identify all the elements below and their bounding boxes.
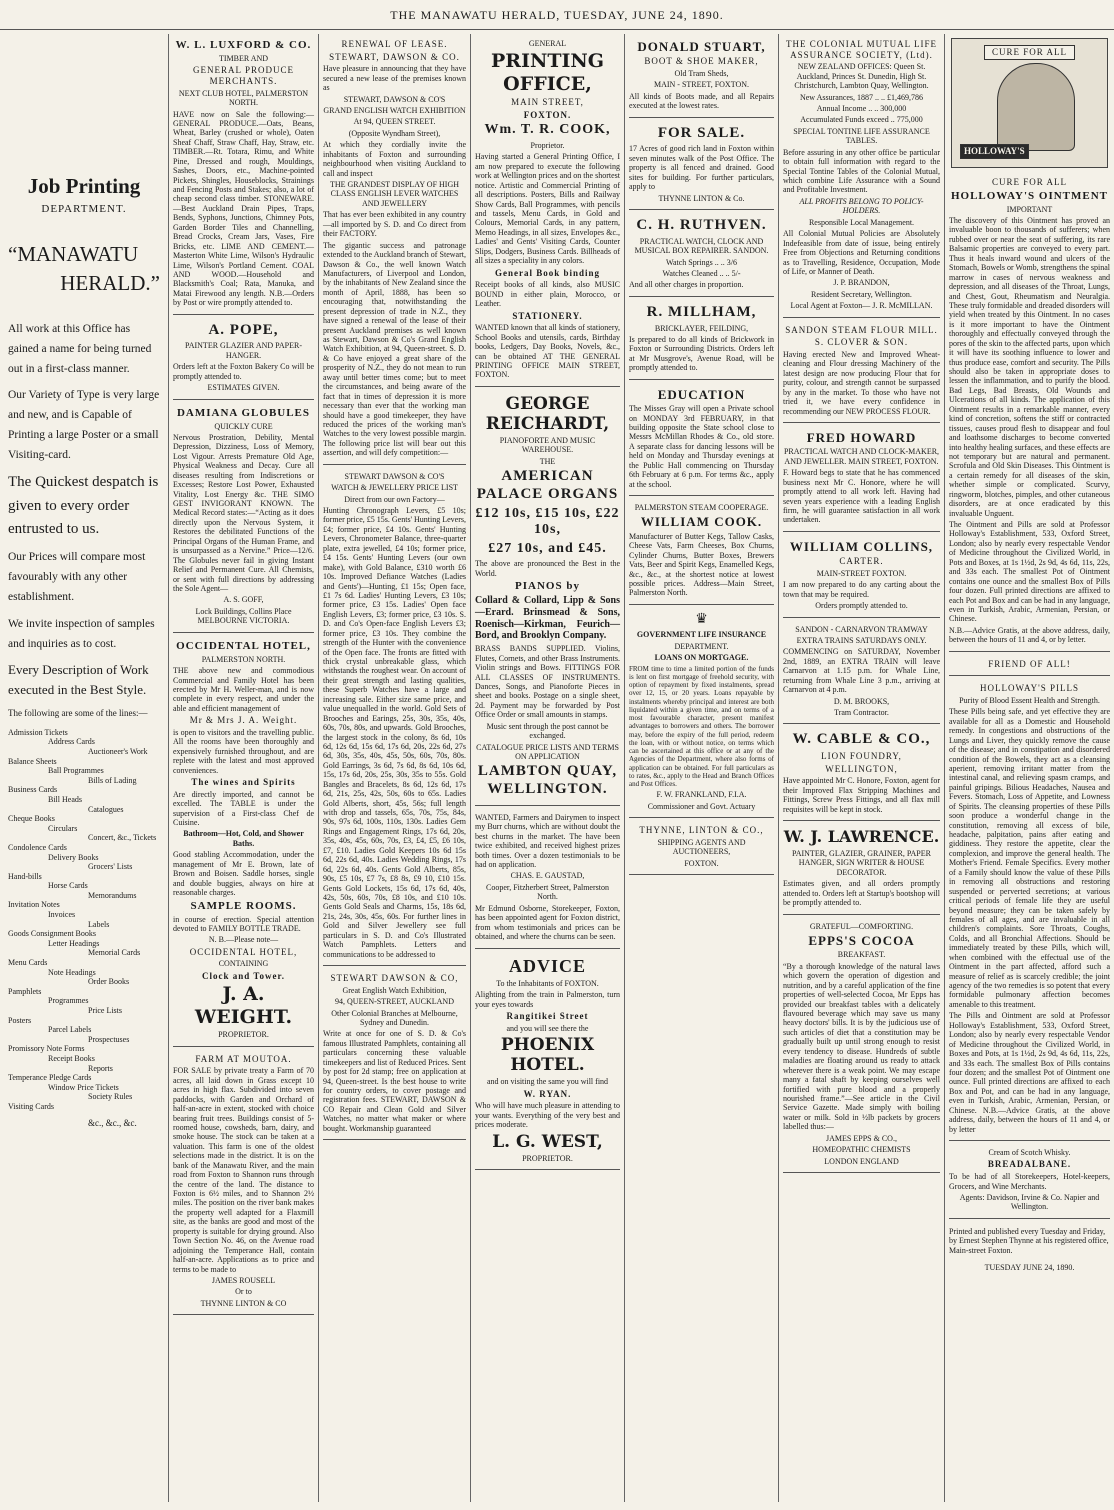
holloway-engraving-image: CURE FOR ALL HOLLOWAY'S xyxy=(951,38,1108,168)
lines-list-item: Cheque Books xyxy=(8,814,55,824)
lines-list-item: Order Books xyxy=(88,977,130,987)
lines-list-item: Bill Heads xyxy=(48,794,82,804)
lines-list-item: Window Price Tickets xyxy=(48,1082,119,1092)
lines-list-item: Invoices xyxy=(48,910,76,920)
lines-list xyxy=(8,728,160,1112)
lines-list-item: Memorial Cards xyxy=(88,948,141,958)
lines-list-item: Price Lists xyxy=(88,1006,122,1016)
ad-holloways-ointment: CURE FOR ALL HOLLOWAY'S OINTMENT IMPORTANT The discovery of this Ointment has proved an invaluable boon to thousands of sufferers; when rubbed over or near the seat of suffering, its rare Balsamic properties are conveyed to every part. Thus it heals inward wound and ulcers of the Stomach, Bowels or Womb, strengthens the spinal marrow in cases of nervous weakness and depression, and all diseases of the Throat, Lungs, and Chest, Gout, Rheumatism and Neuralgia. These truly formidable and dreaded disorders will yield when treated by this Ointment. In no cases is it more important to have the Ointment thoroughly and effectually conveyed through the pores of the skin to the affected parts, upon which it will have its soothing influence to lower and thus produce ease, comfort and security. The Pills should also be taken in appropriate doses to lessen the inflammation, and to purify the blood. Bad Legs, Bad Breasts, Old Wounds and Ulcerations of all kinds. The application of this Ointment results in a remarkable manner, every kind of concretion, softens the stiff or contracted tissues, causes proud flesh to disappear and foul and loathsome discharges to become converted into healthy healing surfaces, and these effects are not temporary but are natural and permanent. Scrofula and Old Skin Diseases. This Ointment is a certain remedy for all diseases of the skin, whether simple or complicated. Scurvy, ringworm, blotches, pimples, and other cutaneous disorders, are at once eradicated by this invaluable Unguent. The Ointment and Pills are sold at Professor Holloway's Establishment, 533, Oxford Street, London; also by nearly every respectable Vendor of Medicine throughout the Civilized World, in Pots and Boxes, at 1s 1½d, 2s 9d, 4s 6d, 11s, 22s, and 33s each. The smallest Pot of Ointment contains one ounce and the smallest Box of Pills four dozen. Full printed directions are affixed to each Pot and Box and can be had in any language, even in Turkish, Arabic, Armenian, Persian, or Chinese. N.B.—Advice Gratis, at the above address, daily, between the hours of 11 and 4, or by letter. xyxy=(949,172,1110,652)
ad-for-sale: FOR SALE. 17 Acres of good rich land in Foxton within seven minutes walk of the Post Office. The property is all fenced and drained. Good sites for building. For further particulars, apply to THYNNE LINTON & Co. xyxy=(629,120,774,210)
paragraph-inspection: We invite inspection of samples and inquiries as to cost. xyxy=(8,617,155,650)
ad-farm-moutoa: FARM AT MOUTOA. FOR SALE by private treaty a Farm of 70 acres, all laid down in Grass except 10 acres in high flax. Subdivided into seven paddocks, with Garden and Orchard of half-an-acre in extent, stocked with choice bearing fruit trees. Buildings consist of 5-roomed house, cowsheds, barn, dairy, and smoke house. The stock can be taken at a valuation. This farm is one of the oldest selections made in the district. It is on the bank of the Manawatu River, and the main road from Foxton to Shannon runs through the centre of the land. The distance to Foxton is 6½ miles, and to Shannon 2½ miles. The position on the river bank makes the property well adapted for a Flaxmill site, as the banks are good and most of the property is suitable for drying ground. Also Town Section No. 46, on the Avenue road adjoining the Temperance Hall, contain half-an-acre. Applications as to price and terms to be made to JAMES ROUSELL Or to THYNNE LINTON & CO xyxy=(173,1049,314,1316)
paragraph-prices: Our Prices will compare most favourably with any other establishment. xyxy=(8,551,146,604)
column-2 xyxy=(168,34,318,1502)
lines-list-item: Admission Tickets xyxy=(8,727,68,737)
ad-luxford: W. L. LUXFORD & CO. TIMBER AND GENERAL PRODUCE MERCHANTS. NEXT CLUB HOTEL, PALMERSTON NORTH. HAVE now on Sale the following:— GENERAL PRODUCE.—Oats, Beans, Wheat, Barley (crushed or whole), Oaten Sheaf Chaff, Straw Chaff, Hay, Straw, etc. TIMBER.—Rt. Totara, Rimu, and White Pine, Dressed and rough, Mouldings, Sashes, Doors, etc., Machine-pointed Pickets, Shingles, Houseblocks, Strainings and Fencing Posts and Stakes; also, a lot of cheap second class timber. STONEWARE.—Best Auckland Drain Pipes, Traps, Bends, Syphons, Junctions, Chimney Pots, Garden Border Tiles and Channelling, Bread Crocks, Cream Jars, Vases, Fire Bricks, etc. LIME AND CEMENT.—Masterton White Lime, Wilson's Hydraulic Lime, Wilson's Portland Cement. COAL AND WOOD.—Household and Blacksmith's Coal; Rata, Manuka, and Matai Firewood any length. N.B.—Orders by Post or wire promptly attended to. xyxy=(173,34,314,315)
lines-list-item: Condolence Cards xyxy=(8,842,67,852)
lines-list-item: Receipt Books xyxy=(48,1053,95,1063)
lines-list-item: Letter Headings xyxy=(48,938,100,948)
lines-list-item: Promissory Note Forms xyxy=(8,1044,85,1054)
lines-list-item: Parcel Labels xyxy=(48,1025,92,1035)
ad-occidental-hotel: OCCIDENTAL HOTEL, PALMERSTON NORTH. THE above new and commodious Commercial and Family Hotel has been erected by Mr H. Weller-man, and is now complete in every respect, and under the able and efficient management of Mr & Mrs J. A. Weight. is open to visitors and the travelling public. All the rooms have been thoroughly and expensively furnished throughout, and are replete with the latest and most approved conveniences. The wines and Spirits Are directly imported, and cannot be excelled. The TABLE is under the supervision of a First-class Chef de Cuisine. Bathroom—Hot, Cold, and Shower Baths. Good stabling Accommodation, under the management of Mr E. Brown, late of Brown and Boisen. Saddle horses, single and double buggies, always on hire at reasonable charges. SAMPLE ROOMS. in course of erection. Special attention devoted to FAMILY BOTTLE TRADE. N. B.—Please note— OCCIDENTAL HOTEL, CONTAINING Clock and Tower. J. A. WEIGHT. PROPRIETOR. xyxy=(173,635,314,1047)
ad-thynne-linton: THYNNE, LINTON & CO., SHIPPING AGENTS AND AUCTIONEERS, FOXTON. xyxy=(629,820,774,875)
ad-damiana: DAMIANA GLOBULES QUICKLY CURE Nervous Prostration, Debility, Mental Depression, Dizziness, Loss of Memory, Lost Vigour. Arrests Premature Old Age, Physical Weakness and Decay. Cure all diseases resulting from Indiscretions or Excesses; Restore Lost Power, Exhausted Vitality, Lost Energy &c. THE SIMO GEST INVIGORANT KNOWN. The Medical Record states:—“Acting as it does directly upon the Nervous System, it Restores the debilitated Functions of the Principal Organs of the Human Frame, and is unsurpassed as a Nervine.” Price—12/6. The Globules never fail in giving Instant Relief and Permanent Cure. All Chemists, or sent with full directions by addressing the Sole Agent— A. S. GOFF, Lock Buildings, Collins Place MELBOURNE VICTORIA. xyxy=(173,402,314,633)
lines-list-item: Prospectuses xyxy=(88,1034,130,1044)
lines-list-item: Circulars xyxy=(48,823,78,833)
lines-list-item: Posters xyxy=(8,1015,32,1025)
lines-list-item: Note Headings xyxy=(48,967,96,977)
ad-holloways-pills: HOLLOWAY'S PILLS Purity of Blood Essent Health and Strength. These Pills being safe, and yet effective they are available for all as a Domestic and Household remedy. In congestions and obstructions of the Lungs and Liver, they quickly remove the cause of the disease; and in constipation and disordered condition of the Bowels, they act as a cleansing aperient, removing irritant matter from the intestinal canal, and relieving spasm cramps, and painful gripings. Bilious Headaches, Nausea and Fevers. Stomach, Loss of Appetite, and Lowness of Spirits. The cleansing properties of these Pills soon produce a wonderful change in the constitution, removing all excess of bile, headache, palpitation, pains after eating and giddiness. They restore the appetite, clear the complexion, and improve the general health. The Mother's Friend. Female Specifics. Every mother of a Family should know the value of these Pills in removing all obstructions and restoring suspended or perverted secretions; at various critical periods of female life they are useful beyond measure; they can be taken safely by females of all ages, and are invaluable in all children's complaints. Sore Throats, Coughs, Colds, and all Bronchial Affections. Should be immediately treated by these Pills, which will, when combined with the effectual use of the Ointment in the part affected, afford such a measure of relief as is scarcely credible; the joint agency of the two remedies is so potent that every formidable pulmonary affection becomes amenable to this treatment. The Pills and Ointment are sold at Professor Holloway's Establishment, 533, Oxford Street, London; also by nearly every respectable Vendor of Medicine throughout the Civilized World, in Boxes and Pots, at 1s 1½d, 2s 9d, 4s 6d, 11s, 22s, and 33s each. The smallest Box of Pills contains four dozen; and the smallest Pot of Ointment one ounce. Full printed directions are affixed to each Box and Pot, and can be had in any language, even in Turkish, Arabic, Armenian, Persian, or Chinese. N.B.—Advice Gratis, at the above address, daily, between the hours of 11 and 4, or by letter xyxy=(949,678,1110,1141)
ad-tramway: SANDON - CARNARVON TRAMWAY EXTRA TRAINS SATURDAYS ONLY. COMMENCING on SATURDAY, November 2nd, 1889, an EXTRA TRAIN will leave Carnarvon at 1.15 p.m. for Whale Line, returning from Whale Line 3 p.m., arriving at Carnarvon at 4 p.m. D. M. BROOKS, Tram Contractor. xyxy=(783,620,940,725)
lines-list-item: Programmes xyxy=(48,996,89,1006)
ad-friend-of-all: FRIEND OF ALL! xyxy=(949,654,1110,677)
lines-list-item: Pamphlets xyxy=(8,986,42,996)
lines-list-item: Address Cards xyxy=(48,737,95,747)
lines-list-item: Reports xyxy=(88,1063,113,1073)
seated-figure-icon xyxy=(997,63,1075,151)
paragraph-description: Every Description of Work executed in the Best Style. xyxy=(8,661,149,697)
column-6 xyxy=(778,34,944,1502)
ad-donald-stuart: DONALD STUART, BOOT & SHOE MAKER, Old Tram Sheds, MAIN - STREET, FOXTON. All kinds of Boots made, and all Repairs executed at the lowest rates. xyxy=(629,34,774,118)
ad-renewal-of-lease: RENEWAL OF LEASE. STEWART, DAWSON & CO. Have pleasure in announcing that they have secured a new lease of the premises known as STEWART, DAWSON & CO'S GRAND ENGLISH WATCH EXHIBITION At 94, QUEEN STREET. (Opposite Wyndham Street), At which they cordially invite the inhabitants of Foxton and surrounding neighbourhood when visiting Auckland to call and inspect THE GRANDEST DISPLAY OF HIGH CLASS ENGLISH LEVER WATCHES AND JEWELLERY That has ever been exhibited in any country—all imported by S. D. and Co direct from their FACTORY. The gigantic success and patronage extended to the Auckland branch of Stewart, Dawson & Co., the well known Watch Manufacturers, of Liverpool and London, by the inhabitants of New Zealand since the month of April, 1888, has been so encouraging that, notwithstanding the present depression of trade in N.Z., they have signed a renewal of the lease of their present Auckland premises as well known as Stewart, Dawson & Co's Grand English Watch Exhibition, at 94, Queen-street. S. D. & Co have enjoyed a great share of the prosperity of N.Z., they do not mean to run away until better times come; but to meet the circumstances, and being aware of the fact that in times of depression it is more necessary than ever that the working man should have a good timekeeper, they have reduced the prices of the working man's Watches to the very lowest possible margin. The following price list will bear out this assertion, and will defy competition:— xyxy=(323,34,466,465)
ad-pope: A. POPE, PAINTER GLAZIER AND PAPER-HANGER. Orders left at the Foxton Bakery Co will be promptly attended to. ESTIMATES GIVEN. xyxy=(173,317,314,400)
lines-list-item: Memorandums xyxy=(88,890,137,900)
lines-list-item: Delivery Books xyxy=(48,852,99,862)
column-5 xyxy=(624,34,778,1502)
ad-william-collins: WILLIAM COLLINS, CARTER. MAIN-STREET FOXTON. I am now prepared to do any carting about the town that may be required. Orders promptly attended to. xyxy=(783,534,940,618)
job-printing-title: Job Printing xyxy=(27,174,141,198)
ad-cable-foundry: W. CABLE & CO., LION FOUNDRY, WELLINGTON, Have appointed Mr C. Honore, Foxton, agent for their Improved Flax Stripping Machines and Fittings, Screw Press Fittings, and all flax mill requisites will be kept in stock. xyxy=(783,726,940,821)
ad-price-list: STEWART DAWSON & CO'S WATCH & JEWELLERY PRICE LIST Direct from our own Factory— Hunting Chronograph Levers, £5 10s; former price, £5 15s. Gents' Hunting Levers, £4; former price, £4 10s. Gents' Hunting Levers, Chronometer Balance, three-quarter plate, extra jewelled, £4 10s; former price, £4 15s. Gents' Hunting Levers (our own make), with Gold Balance, £310 worth £6 10s. Improved Defiance Watches (Ladies and Gents')—Hunting, £1 15s; Open face, £1 7s 6d. Ladies' Hunting Levers, £3 10s; former price, £3 15s. Ladies' Open face English Levers, £3; former price, £3 10s. S. D. and Co's Open-face English Levers £3; former price, £3 10s. They combine the strength of the Hunter with the convenience of the Open face. The fronts are fitted with thick crystal unbreakable glass, which withstands the roughest wear. On account of their great strength and lasting qualities, these Superb Watches have a large and increasing sale. Either size same price, and value unequalled in the world. Gold Sets of Brooches and Earings, 25s, 30s, 35s, 40s, 60s, 70s, 80s, and upwards. Gold Brooches, the largest stock in the colony, 8s 6d, 10s 6d, 12s 6d, 15s 6d, 17s 6d, 20s, 22s 6d, 27s 6d, 30s, 35s, 40s, 45s, 50s, 60s, 70s, 80s. Gold Earrings, 3s 6d, 7s 6d, 8s 6d, 10s 6d, 15s, 17s 6d, 20s, 25s, 30s, 35s to 55s. Gold Bangles and Bracelets, 8s 6d, 12s 6d, 17s 6d, 21s, 25s, 42s, 50s, 60s to 65s. Ladies Gold Alberts, short, 45s, 56s; full length with drop and tassels, 65s, 70s, 75s, 84s, 90s, 97s 6d, 100s, 110s, 130s. Ladies Gem Rings and Engagement Rings, 17s 6d, 20s, 35s, 40s, 45s, 60s, 70s, £3, £4, £5, £6 10s, £7, £10. Ladies Gold Keepers 10s 6d 15s 6d, 22s 6d, 40s. Ladies Wedding Rings, 17s 6d, 22s 6d, 40s. Gents Gold Alberts, 85s, 90s, £5 10s, £7 7s, £8 8s, £9 10, £10 15s. Gents Gold Lockets, 15s 6d, 17s 6d, 40s, 42s, 50s, 60s, 70s, £8 10s, and £10 10s. Gents Gold Seals and Charms, 15s, 18s 6d, 21s, 24s, 30s, 45s, 60s. For further lines in Gold and Silver Jewellery see full particulars in S. D. and Co's Illustrated Watch Pamphlets. Letters and communications to be addressed to xyxy=(323,467,466,966)
ad-lawrence: W. J. LAWRENCE. PAINTER, GLAZIER, GRAINER, PAPER HANGER, SIGN WRITER & HOUSE DECORATOR. Estimates given, and all orders promptly attended to. Orders left at Startup's bootshop will be promptly attended to. xyxy=(783,823,940,915)
ad-colonial-mutual: THE COLONIAL MUTUAL LIFE ASSURANCE SOCIETY, (Ltd). NEW ZEALAND OFFICES: Queen St. Auckland, Princes St. Dunedin, High St. Christchurch, Lambton Quay, Wellington. New Assurances, 1887 .. .. £1,469,786 Annual Income .. .. 300,000 Accumulated Funds exceed .. 775,000 SPECIAL TONTINE LIFE ASSURANCE TABLES. Before assuring in any other office be particular to obtain full information with regard to the Special Tontine Tables of the Colonial Mutual, which combine Life Assurance with a Sound and Profitable Investment. ALL PROFITS BELONG TO POLICY-HOLDERS. Responsible Local Management. All Colonial Mutual Policies are Absolutely Indefeasible from date of issue, being entirely Free from Objections and Returning conditions as to Travelling, Residence, Occupation, Mode of Life, or Manner of Death. J. P. BRANDON, Resident Secretary, Wellington. Local Agent at Foxton— J. R. McMILLAN. xyxy=(783,34,940,318)
lines-list-item: Catalogues xyxy=(88,804,124,814)
lines-list-item: Temperance Pledge Cards xyxy=(8,1073,92,1083)
department-subtitle: DEPARTMENT. xyxy=(41,202,127,215)
column-4 xyxy=(470,34,624,1502)
lines-list-item: Grocers' Lists xyxy=(88,862,133,872)
ad-millham: R. MILLHAM, BRICKLAYER, FEILDING, Is prepared to do all kinds of Brickwork in Foxton or Surrounding Districts. Orders left at Mr Musgrove's, Avenue Road, will be promptly attended to. xyxy=(629,299,774,380)
lines-list-item: Concert, &c., Tickets xyxy=(88,833,157,843)
ad-fred-howard: FRED HOWARD PRACTICAL WATCH AND CLOCK-MAKER, AND JEWELLER. MAIN STREET, FOXTON. F. Howard begs to state that he has commenced business next Mr C. Honore, where he will promptly attend to all work left. Having had seven years experience with a leading English firm, he will guarantee satisfaction in all work undertaken. xyxy=(783,425,940,532)
lines-list-item: Labels xyxy=(88,919,110,929)
ad-advice-phoenix-hotel: ADVICE To the Inhabitants of FOXTON. Alighting from the train in Palmerston, turn your eyes towards Rangitikei Street and you will see there the PHOENIX HOTEL. and on visiting the same you will find W. RYAN. Who will have much pleasure in attending to your wants. Everything of the very best and prices moderate. L. G. WEST, PROPRIETOR. xyxy=(475,951,620,1171)
column-3 xyxy=(318,34,470,1502)
lines-list-item: Society Rules xyxy=(88,1092,133,1102)
crest-icon: ♛ xyxy=(695,611,708,627)
lines-list-item: Business Cards xyxy=(8,785,58,795)
ad-sandon-flour-mill: SANDON STEAM FLOUR MILL. S. CLOVER & SON. Having erected New and Improved Wheat-cleaning and Flour dressing Machinery of the latest design are now producing Flour that for purity, colour, and strength cannot be surpassed by any in the market. To those who have not tried it, we have every confidence in recommending our NEW PROCESS FLOUR. xyxy=(783,320,940,423)
ad-stewart-dawson: STEWART DAWSON & CO, Great English Watch Exhibition, 94, QUEEN-STREET, AUCKLAND Other Colonial Branches at Melbourne, Sydney and Dunedin. Write at once for one of S. D. & Co's famous Illustrated Pamphlets, containing all particulars concerning these valuable timekeepers and list of Reduced Prices. Sent by post for 2d stamp; free on application at 94, Queen-street. Is the best house to write for country orders, to cover postage and registration fees. STEWART, DAWSON & CO Repair and Clean Gold and Silver Watches, no matter what maker or where bought. Workmanship guaranteed xyxy=(323,968,466,1140)
masthead: THE MANAWATU HERALD, TUESDAY, JUNE 24, 1890. xyxy=(0,0,1114,30)
paragraph-lines-intro: The following are some of the lines:— xyxy=(8,708,148,719)
lines-etc: &c., &c., &c. xyxy=(88,1117,137,1128)
ad-ruthven: C. H. RUTHVEN. PRACTICAL WATCH, CLOCK AND MUSICAL BOX REPAIRER. SANDON. Watch Springs .. .. 3/6 Watches Cleaned .. .. 5/- And all other charges in proportion. xyxy=(629,212,774,297)
paragraph-type: Our Variety of Type is very large and new, and is Capable of Printing a large Poster or a small Visiting-card. xyxy=(8,388,160,462)
lines-list-item: Goods Consignment Books xyxy=(8,929,97,939)
lines-list-item: Visiting Cards xyxy=(8,1101,54,1111)
column-job-printing xyxy=(0,34,168,1502)
lines-list-item: Balance Sheets xyxy=(8,756,57,766)
lines-list-item: Horse Cards xyxy=(48,881,88,891)
lines-list-item: Auctioneer's Work xyxy=(88,746,148,756)
paragraph-work: All work at this Office has gained a name for being turned out in a first-class manner. xyxy=(8,322,152,375)
lines-list-item: Hand-bills xyxy=(8,871,42,881)
imprint: Printed and published every Tuesday and Friday, by Ernest Stephen Thynne at his registered office, Main-street Foxton. TUESDAY JUNE 24, 1890. xyxy=(949,1226,1109,1273)
ad-general-printing-office: GENERAL PRINTING OFFICE, MAIN STREET, FOXTON. Wm. T. R. COOK, Proprietor. Having started a General Printing Office, I am now prepared to execute the following work at Wellington prices and on the shortest notice. Artistic and Commercial Printing of all descriptions. Posters, Bills and Railway Show Cards, Ball Programmes, with pencils and tassels, Menu Cards, in Gold and Colours, Memorial Cards, in any pattern, Memo Headings, in all sizes, Envelopes &c., Ladies' and Gents' Visiting Cards, Counter Slips, Dodgers, Business Cards. Billheads of all sizes a speciality in any colors. General Book binding Receipt books of all kinds, also MUSIC BOUND in either plain, Morocco, or Leather. STATIONERY. WANTED known that all kinds of stationery, School Books and utensils, cards, Birthday books, Ledgers, Day Books, Novels, &c., can be obtained AT THE GENERAL PRINTING OFFICE MAIN STREET, FOXTON. xyxy=(475,34,620,387)
lines-list-item: Menu Cards xyxy=(8,958,48,968)
ad-burr-churns: WANTED, Farmers and Dairymen to inspect my Burr churns, which are without doubt the best churns in the market. The have been twice exhibited, and received highest prizes both times. Over a dozen testimonials to be had on application. CHAS. E. GAUSTAD, Cooper, Fitzherbert Street, Palmerston North. Mr Edmund Osborne, Storekeeper, Foxton, has been appointed agent for Foxton district, from whom testimonials and prices can be obtained, and where the churns can be seen. xyxy=(475,808,620,949)
ad-steam-cooperage: PALMERSTON STEAM COOPERAGE. WILLIAM COOK. Manufacturer of Butter Kegs, Tallow Casks, Cheese Vats, Farm Cheeses, Box Churns, Cylinder Churns, Butter Boxes, Brewers Vats, Beer and Spirit Kegs, Enamelled Kegs, &c., &c., at the shortest notice at lowest possible prices. Address—Main Street, Palmerston North. xyxy=(629,498,774,605)
ad-epps-cocoa: GRATEFUL—COMFORTING. EPPS'S COCOA BREAKFAST. “By a thorough knowledge of the natural laws which govern the operation of digestion and nutrition, and by a careful application of the fine properties of well-selected Cocoa, Mr Epps has provided our breakfast tables with a delicately flavoured beverage which may save us many heavy doctors' bills. It is by the judicious use of such articles of diet that a constitution may be gradually built up until strong enough to resist every tendency to disease. Hundreds of subtle maladies are floating around us ready to attack wherever there is a weak point. We may escape many a fatal shaft by keeping ourselves well fortified with pure blood and a properly nourished frame.”—See article in the Civil Service Gazette. Made simply with boiling water or milk. Sold in ½lb packets by grocers labelled thus:— JAMES EPPS & CO., HOMEOPATHIC CHEMISTS LONDON ENGLAND xyxy=(783,917,940,1173)
paragraph-despatch: The Quickest despatch is given to every order entrusted to us. xyxy=(8,474,159,537)
lines-list-item: Ball Programmes xyxy=(48,766,104,776)
ad-reichardt: GEORGE REICHARDT, PIANOFORTE AND MUSIC WAREHOUSE. THE AMERICAN PALACE ORGANS £12 10s, £15 10s, £22 10s, £27 10s, and £45. The above are pronounced the Best in the World. PIANOS by Collard & Collard, Lipp & Sons—Erard. Brinsmead & Sons, Roenisch—Kirkman, Feurich—Bord, and Brooklyn Company. BRASS BANDS SUPPLIED. Violins, Flutes, Cornets, and other Brass Instruments. Violin strings and Bows. FITTINGS FOR ALL CLASSES OF INSTRUMENTS. Dances, Songs, and Pianoforte Pieces in sheet and books. Postage on a single sheet, 2d. Payment may be forwarded by Post Office Order or small amounts in stamps. Music sent through the post cannot be exchanged. CATALOGUE PRICE LISTS AND TERMS ON APPLICATION LAMBTON QUAY, WELLINGTON. xyxy=(475,389,620,806)
column-7 xyxy=(944,34,1114,1502)
ad-breadalbane-whisky: Cream of Scotch Whisky. BREADALBANE. To be had of all Storekeepers, Hotel-keepers, Grocers, and Wine Merchants. Agents: Davidson, Irvine & Co. Napier and Wellington. xyxy=(949,1143,1110,1219)
ad-government-life-insurance: ♛ GOVERNMENT LIFE INSURANCE DEPARTMENT. LOANS ON MORTGAGE. FROM time to time a limited portion of the funds is lent on first mortgage of freehold security, with option of repayment by fixed instalments, spread over 12, 15, or 20 years. Loans repayable by instalments whereby principal and interest are both liquidated within a given time, and on terms of a most favourable character, present manifest advantages to borrowers and others. The borrower may, before the expiry of the full period, redeem the loan, with or without notice, on terms which can be ascertained at this office or at any of the Agencies of the Department, where also forms of application can be obtained. For full particulars as to rates, &c., apply to the Head and Branch Offices and Post Offices. F. W. FRANKLAND, F.I.A. Commissioner and Govt. Actuary xyxy=(629,607,774,818)
ad-education: EDUCATION The Misses Gray will open a Private school on MONDAY 3rd FEBRUARY, in that building opposite the State school close to Messrs McMillan Rhodes & Co., old store. A separate class for dancing lessons will be held on Monday and Thursday evenings at the Public Hall commencing on Thursday 6th February at 6 p.m. For terms &c., apply at the school. xyxy=(629,382,774,496)
lines-list-item: Bills of Lading xyxy=(88,775,137,785)
lines-list-item: Invitation Notes xyxy=(8,900,60,910)
herald-title: “MANAWATU HERALD.” xyxy=(8,241,160,296)
